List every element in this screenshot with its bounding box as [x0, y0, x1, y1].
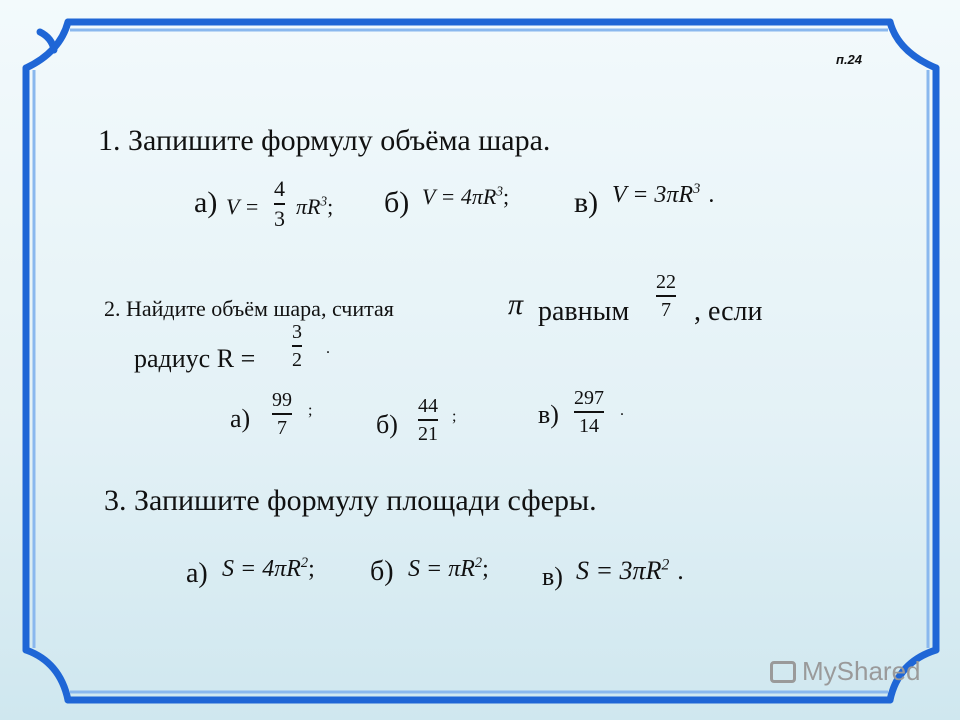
watermark-text: MyShared [802, 656, 921, 686]
q2-option-b-label: б) [376, 410, 398, 439]
equal-word: равным [538, 296, 630, 327]
q2-c-tail: . [620, 402, 624, 419]
question-1-title: 1. Запишите формулу объёма шара. [98, 124, 551, 157]
question-3-title: 3. Запишите формулу площади сферы. [104, 484, 597, 517]
fraction-bar [656, 295, 676, 297]
q2-option-c-fraction [574, 388, 604, 436]
fraction-bar [418, 419, 438, 421]
q1-a-lhs: V = [226, 194, 260, 219]
radius-text: радиус R = [134, 344, 256, 373]
q1-a-rhs: $\pi R^3$; [296, 193, 334, 219]
q2-b-tail: ; [452, 408, 457, 425]
q2-a-tail: ; [308, 402, 313, 419]
q3-option-c-label: в) [542, 562, 563, 591]
q2-c-num: 297 [574, 387, 604, 409]
q2-option-b-fraction [418, 396, 438, 444]
radius-num: 3 [292, 321, 302, 343]
radius-fraction [292, 322, 302, 370]
q2-b-num: 44 [418, 395, 438, 417]
watermark-icon [770, 661, 796, 683]
q1-option-c-formula: $V = 3\pi R^3$ . [612, 181, 715, 208]
fraction-bar [272, 413, 292, 415]
if-text: , если [694, 296, 763, 327]
q2-option-c-label: в) [538, 400, 559, 429]
radius-tail: . [326, 340, 330, 357]
pi-value-fraction [656, 272, 676, 320]
question-2-line1: 2. Найдите объём шара, считая [104, 296, 394, 321]
q3-option-c-formula: $S = 3\pi R^2$ . [576, 556, 684, 585]
q2-a-num: 99 [272, 389, 292, 411]
fraction-bar [274, 203, 285, 205]
q1-option-b-label: б) [384, 186, 410, 219]
fraction-bar [292, 345, 302, 347]
pi-value-den: 7 [661, 298, 671, 321]
q1-option-a-label: а) [194, 186, 218, 219]
q3-option-a-label: а) [186, 558, 208, 589]
page-label: п.24 [836, 52, 863, 67]
q1-a-fraction [274, 178, 285, 230]
q1-a-fraction-num: 4 [274, 176, 285, 201]
pi-value-num: 22 [656, 271, 676, 293]
q2-b-den: 21 [418, 422, 438, 445]
radius-den: 2 [292, 348, 302, 371]
fraction-bar [574, 411, 604, 413]
q3-option-b-label: б) [370, 556, 394, 587]
q2-option-a-fraction [272, 390, 292, 438]
q1-option-b-formula: $V = 4\pi R^3$; [422, 183, 510, 209]
watermark [770, 656, 921, 687]
pi-symbol: π [508, 288, 524, 321]
q2-a-den: 7 [277, 416, 287, 439]
q1-a-fraction-den: 3 [274, 205, 285, 231]
q1-option-c-label: в) [574, 186, 599, 219]
q3-option-b-formula: $S = \pi R^2$; [408, 555, 489, 582]
q2-option-a-label: а) [230, 404, 251, 433]
q3-option-a-formula: $S = 4\pi R^2$; [222, 555, 315, 582]
q2-c-den: 14 [579, 414, 599, 437]
